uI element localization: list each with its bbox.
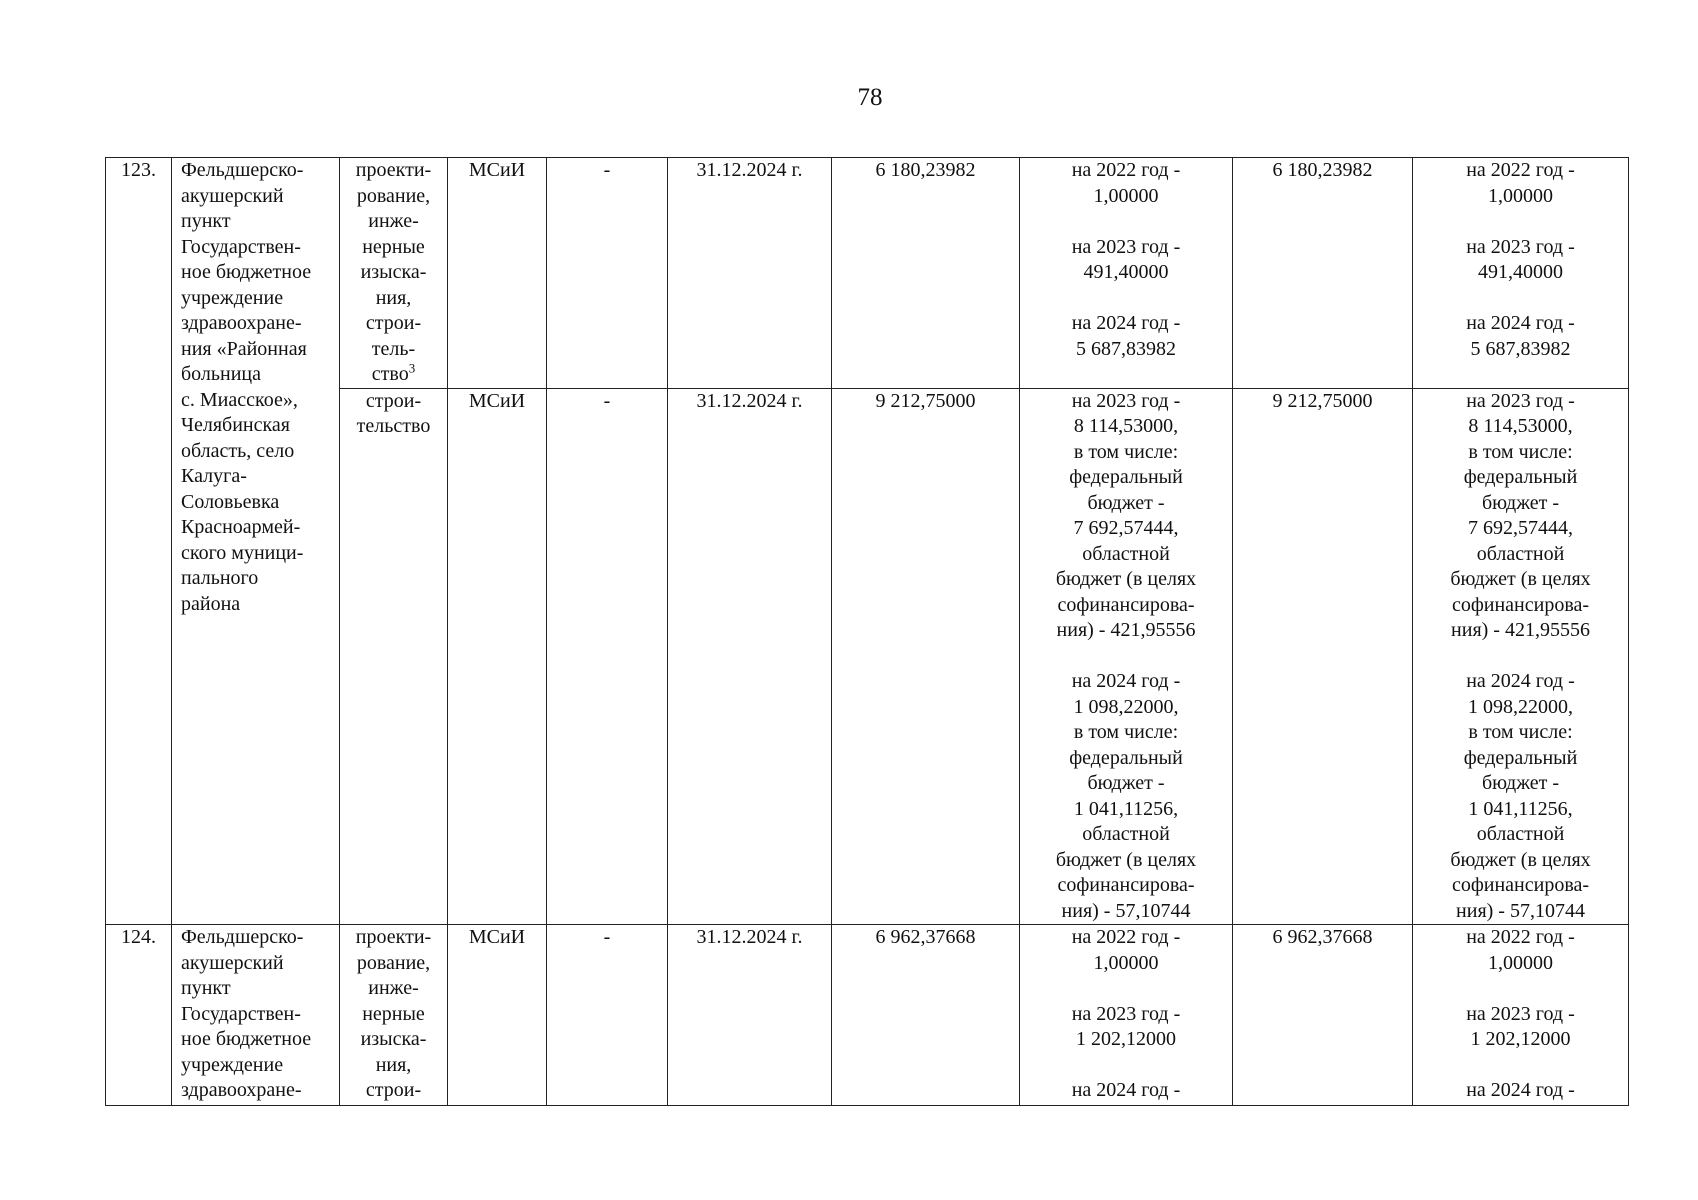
footnote-mark: 3: [408, 360, 416, 376]
empty-value: -: [547, 388, 668, 925]
deadline: 31.12.2024 г.: [668, 925, 832, 1106]
row-number: 124.: [106, 925, 172, 1106]
page-number: 78: [857, 84, 883, 111]
estimated-cost: 6 180,23982: [832, 158, 1020, 389]
financing-by-year: на 2023 год - 8 114,53000, в том числе: федеральный бюджет - 7 692,57444, областной бюджет (в целях софинансирова- ния) - 421,95556 на 2024 год - 1 098,22000, в том числе: федеральный бюджет - 1 041,11256, областной бюджет (в целях софинансирова- ния) - 57,10744: [1020, 388, 1233, 925]
table-row: [106, 158, 1629, 389]
financing-by-year: на 2022 год - 1,00000 на 2023 год - 491,40000 на 2024 год - 5 687,83982: [1020, 158, 1233, 389]
financing-by-year-total: на 2023 год - 8 114,53000, в том числе: федеральный бюджет - 7 692,57444, областной бюджет (в целях софинансирова- ния) - 421,95556 на 2024 год - 1 098,22000, в том числе: федеральный бюджет - 1 041,11256, областной бюджет (в целях софинансирова- ния) - 57,10744: [1413, 388, 1629, 925]
object-name: Фельдшерско- акушерский пункт Государствен- ное бюджетное учреждение здравоохране- ния «Районная больница с. Миасское», Челябинская область, село Калуга- Соловьевка Красноармей- ского муници- пального района: [172, 158, 340, 925]
responsible-executor: МСиИ: [448, 388, 547, 925]
object-name: Фельдшерско- акушерский пункт Государствен- ное бюджетное учреждение здравоохране-: [172, 925, 340, 1106]
total-cost: 6 962,37668: [1233, 925, 1413, 1106]
total-cost: 6 180,23982: [1233, 158, 1413, 389]
total-cost: 9 212,75000: [1233, 388, 1413, 925]
work-type: строи- тельство: [340, 388, 448, 925]
work-type: [340, 158, 448, 389]
empty-value: -: [547, 158, 668, 389]
deadline: 31.12.2024 г.: [668, 158, 832, 389]
financing-by-year: на 2022 год - 1,00000 на 2023 год - 1 202,12000 на 2024 год -: [1020, 925, 1233, 1106]
deadline: 31.12.2024 г.: [668, 388, 832, 925]
financing-by-year-total: на 2022 год - 1,00000 на 2023 год - 1 202,12000 на 2024 год -: [1413, 925, 1629, 1106]
objects-table: [105, 157, 1629, 1106]
responsible-executor: МСиИ: [448, 925, 547, 1106]
financing-by-year-total: на 2022 год - 1,00000 на 2023 год - 491,40000 на 2024 год - 5 687,83982: [1413, 158, 1629, 389]
estimated-cost: 6 962,37668: [832, 925, 1020, 1106]
row-number: 123.: [106, 158, 172, 925]
table-row: [106, 925, 1629, 1106]
work-type: проекти- рование, инже- нерные изыска- ния, строи-: [340, 925, 448, 1106]
responsible-executor: МСиИ: [448, 158, 547, 389]
empty-value: -: [547, 925, 668, 1106]
work-type-text: проекти- рование, инже- нерные изыска- ния, строи- тель- ство: [355, 159, 432, 385]
estimated-cost: 9 212,75000: [832, 388, 1020, 925]
